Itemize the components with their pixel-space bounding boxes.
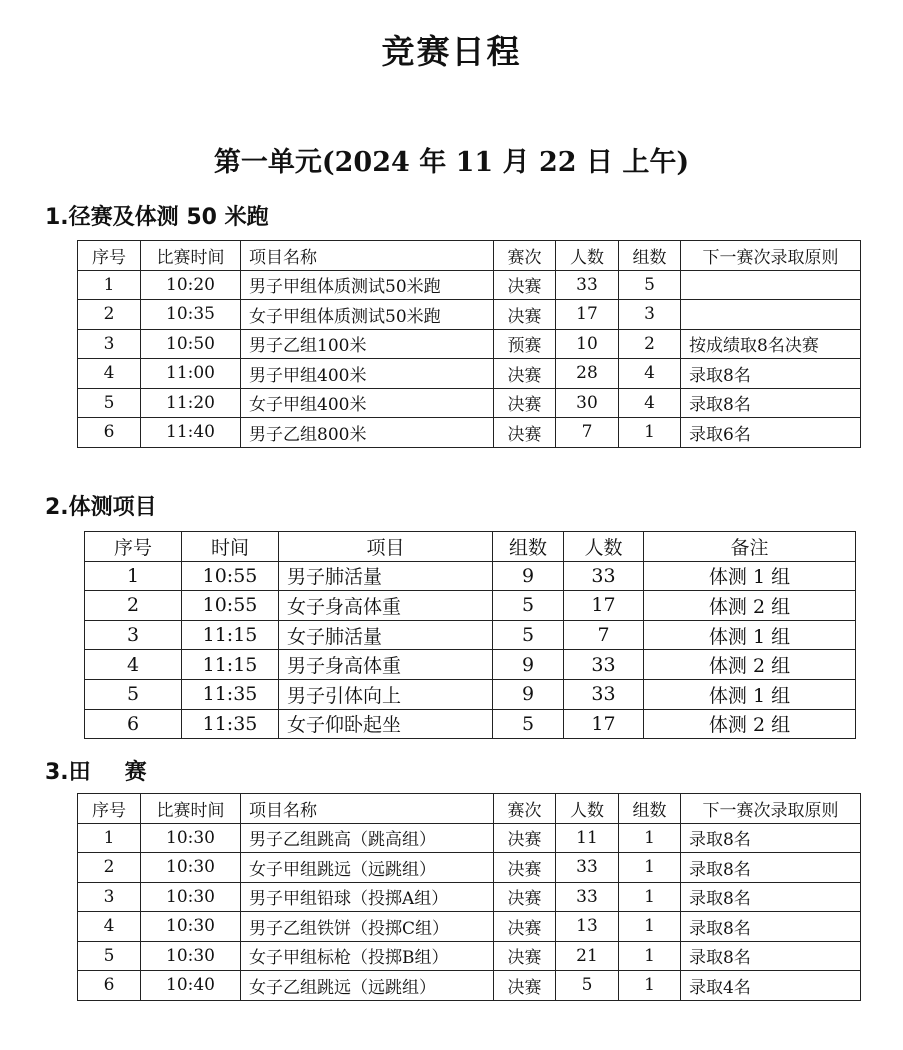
cell-item: 男子身高体重	[279, 650, 493, 680]
cell-item: 男子引体向上	[279, 679, 493, 709]
header-cell: 组数	[493, 532, 564, 562]
cell-time: 11:35	[182, 709, 279, 739]
cell-index: 3	[85, 620, 182, 650]
cell-rule: 录取8名	[681, 388, 861, 418]
cell-count: 11	[556, 823, 619, 853]
cell-index: 3	[78, 329, 141, 359]
header-cell: 赛次	[494, 241, 556, 271]
cell-time: 10:30	[141, 941, 241, 971]
cell-groups: 5	[493, 591, 564, 621]
cell-round: 决赛	[494, 300, 556, 330]
cell-rule: 录取8名	[681, 912, 861, 942]
cell-time: 11:15	[182, 620, 279, 650]
cell-rule	[681, 270, 861, 300]
table-row	[78, 329, 861, 359]
table-row	[78, 270, 861, 300]
cell-rule: 录取8名	[681, 359, 861, 389]
table-row	[85, 620, 856, 650]
cell-groups: 5	[493, 620, 564, 650]
cell-index: 2	[78, 300, 141, 330]
table-row	[78, 359, 861, 389]
cell-count: 28	[556, 359, 619, 389]
cell-item: 女子肺活量	[279, 620, 493, 650]
cell-note: 体测 1 组	[644, 679, 856, 709]
header-cell: 下一赛次录取原则	[681, 794, 861, 824]
cell-groups: 1	[619, 971, 681, 1001]
cell-time: 11:20	[141, 388, 241, 418]
cell-count: 21	[556, 941, 619, 971]
table-row	[78, 300, 861, 330]
table-row	[78, 941, 861, 971]
header-cell: 序号	[78, 794, 141, 824]
cell-note: 体测 2 组	[644, 709, 856, 739]
cell-event: 男子乙组100米	[241, 329, 494, 359]
cell-index: 1	[78, 823, 141, 853]
table-row	[78, 971, 861, 1001]
table-row	[78, 912, 861, 942]
cell-index: 6	[78, 971, 141, 1001]
cell-groups: 5	[619, 270, 681, 300]
cell-time: 10:30	[141, 853, 241, 883]
page-title: 竞赛日程	[381, 32, 522, 71]
cell-event: 男子乙组800米	[241, 418, 494, 448]
cell-round: 决赛	[494, 418, 556, 448]
header-cell: 人数	[564, 532, 644, 562]
cell-groups: 1	[619, 941, 681, 971]
cell-rule: 录取8名	[681, 882, 861, 912]
table-header-row	[78, 241, 861, 271]
table-header-row	[85, 532, 856, 562]
cell-time: 10:35	[141, 300, 241, 330]
cell-index: 5	[78, 388, 141, 418]
cell-count: 33	[564, 561, 644, 591]
cell-time: 10:50	[141, 329, 241, 359]
cell-count: 7	[564, 620, 644, 650]
cell-count: 17	[564, 709, 644, 739]
cell-note: 体测 1 组	[644, 620, 856, 650]
cell-count: 33	[564, 650, 644, 680]
cell-round: 决赛	[494, 941, 556, 971]
track-section-heading: 1.径赛及体测 50 米跑	[45, 205, 269, 230]
table-row	[78, 882, 861, 912]
cell-index: 5	[78, 941, 141, 971]
cell-groups: 9	[493, 561, 564, 591]
cell-note: 体测 2 组	[644, 650, 856, 680]
cell-time: 10:30	[141, 823, 241, 853]
cell-event: 女子甲组标枪（投掷B组）	[241, 941, 494, 971]
header-cell: 备注	[644, 532, 856, 562]
cell-count: 5	[556, 971, 619, 1001]
cell-round: 决赛	[494, 823, 556, 853]
cell-groups: 4	[619, 359, 681, 389]
cell-index: 6	[85, 709, 182, 739]
cell-round: 决赛	[494, 912, 556, 942]
cell-event: 男子甲组铅球（投掷A组）	[241, 882, 494, 912]
cell-groups: 1	[619, 882, 681, 912]
cell-index: 1	[85, 561, 182, 591]
cell-index: 6	[78, 418, 141, 448]
table-row	[85, 561, 856, 591]
table-row	[85, 679, 856, 709]
cell-round: 决赛	[494, 270, 556, 300]
cell-rule: 录取8名	[681, 823, 861, 853]
header-cell: 项目名称	[241, 794, 494, 824]
cell-rule: 录取6名	[681, 418, 861, 448]
cell-rule: 录取4名	[681, 971, 861, 1001]
cell-round: 决赛	[494, 359, 556, 389]
cell-rule: 录取8名	[681, 941, 861, 971]
cell-rule: 按成绩取8名决赛	[681, 329, 861, 359]
header-cell: 下一赛次录取原则	[681, 241, 861, 271]
cell-groups: 1	[619, 823, 681, 853]
cell-count: 30	[556, 388, 619, 418]
header-cell: 赛次	[494, 794, 556, 824]
cell-index: 3	[78, 882, 141, 912]
field-schedule-table	[77, 793, 861, 1001]
cell-count: 33	[564, 679, 644, 709]
cell-note: 体测 2 组	[644, 591, 856, 621]
cell-time: 10:55	[182, 561, 279, 591]
header-cell: 人数	[556, 794, 619, 824]
cell-groups: 3	[619, 300, 681, 330]
cell-round: 决赛	[494, 388, 556, 418]
cell-index: 4	[78, 912, 141, 942]
cell-index: 2	[78, 853, 141, 883]
table-row	[85, 591, 856, 621]
cell-time: 10:30	[141, 882, 241, 912]
cell-count: 13	[556, 912, 619, 942]
cell-event: 女子甲组体质测试50米跑	[241, 300, 494, 330]
header-cell: 序号	[85, 532, 182, 562]
table-row	[85, 650, 856, 680]
table-row	[78, 853, 861, 883]
cell-time: 10:20	[141, 270, 241, 300]
cell-rule: 录取8名	[681, 853, 861, 883]
cell-round: 预赛	[494, 329, 556, 359]
field-heading-suffix: 赛	[124, 760, 147, 785]
cell-event: 男子乙组跳高（跳高组）	[241, 823, 494, 853]
cell-item: 男子肺活量	[279, 561, 493, 591]
cell-round: 决赛	[494, 882, 556, 912]
cell-groups: 5	[493, 709, 564, 739]
cell-count: 33	[556, 270, 619, 300]
cell-event: 男子甲组体质测试50米跑	[241, 270, 494, 300]
cell-time: 11:35	[182, 679, 279, 709]
header-cell: 项目名称	[241, 241, 494, 271]
cell-time: 11:15	[182, 650, 279, 680]
table-row	[78, 388, 861, 418]
cell-time: 10:30	[141, 912, 241, 942]
table-row	[85, 709, 856, 739]
cell-index: 1	[78, 270, 141, 300]
cell-groups: 9	[493, 650, 564, 680]
table-header-row	[78, 794, 861, 824]
cell-item: 女子仰卧起坐	[279, 709, 493, 739]
cell-event: 女子甲组400米	[241, 388, 494, 418]
cell-count: 17	[556, 300, 619, 330]
cell-count: 17	[564, 591, 644, 621]
cell-round: 决赛	[494, 853, 556, 883]
cell-groups: 1	[619, 853, 681, 883]
cell-index: 2	[85, 591, 182, 621]
cell-event: 男子乙组铁饼（投掷C组）	[241, 912, 494, 942]
cell-count: 10	[556, 329, 619, 359]
header-cell: 人数	[556, 241, 619, 271]
cell-groups: 1	[619, 912, 681, 942]
cell-groups: 4	[619, 388, 681, 418]
table-row	[78, 418, 861, 448]
cell-index: 4	[78, 359, 141, 389]
track-schedule-table	[77, 240, 861, 448]
session-heading: 第一单元(2024 年 11 月 22 日 上午)	[213, 147, 690, 178]
cell-time: 10:40	[141, 971, 241, 1001]
header-cell: 序号	[78, 241, 141, 271]
header-cell: 比赛时间	[141, 794, 241, 824]
cell-rule	[681, 300, 861, 330]
field-section-heading	[45, 755, 147, 786]
field-heading-prefix: 3.田	[45, 760, 91, 785]
header-cell: 项目	[279, 532, 493, 562]
header-cell: 比赛时间	[141, 241, 241, 271]
cell-index: 4	[85, 650, 182, 680]
cell-groups: 1	[619, 418, 681, 448]
header-cell: 组数	[619, 241, 681, 271]
cell-count: 7	[556, 418, 619, 448]
table-row	[78, 823, 861, 853]
cell-event: 男子甲组400米	[241, 359, 494, 389]
cell-event: 女子乙组跳远（远跳组）	[241, 971, 494, 1001]
cell-time: 11:00	[141, 359, 241, 389]
cell-item: 女子身高体重	[279, 591, 493, 621]
cell-index: 5	[85, 679, 182, 709]
fitness-section-heading: 2.体测项目	[45, 495, 157, 520]
cell-count: 33	[556, 853, 619, 883]
cell-round: 决赛	[494, 971, 556, 1001]
cell-event: 女子甲组跳远（远跳组）	[241, 853, 494, 883]
cell-groups: 9	[493, 679, 564, 709]
cell-note: 体测 1 组	[644, 561, 856, 591]
header-cell: 时间	[182, 532, 279, 562]
fitness-schedule-table	[84, 531, 856, 739]
cell-time: 10:55	[182, 591, 279, 621]
cell-groups: 2	[619, 329, 681, 359]
cell-time: 11:40	[141, 418, 241, 448]
cell-count: 33	[556, 882, 619, 912]
header-cell: 组数	[619, 794, 681, 824]
